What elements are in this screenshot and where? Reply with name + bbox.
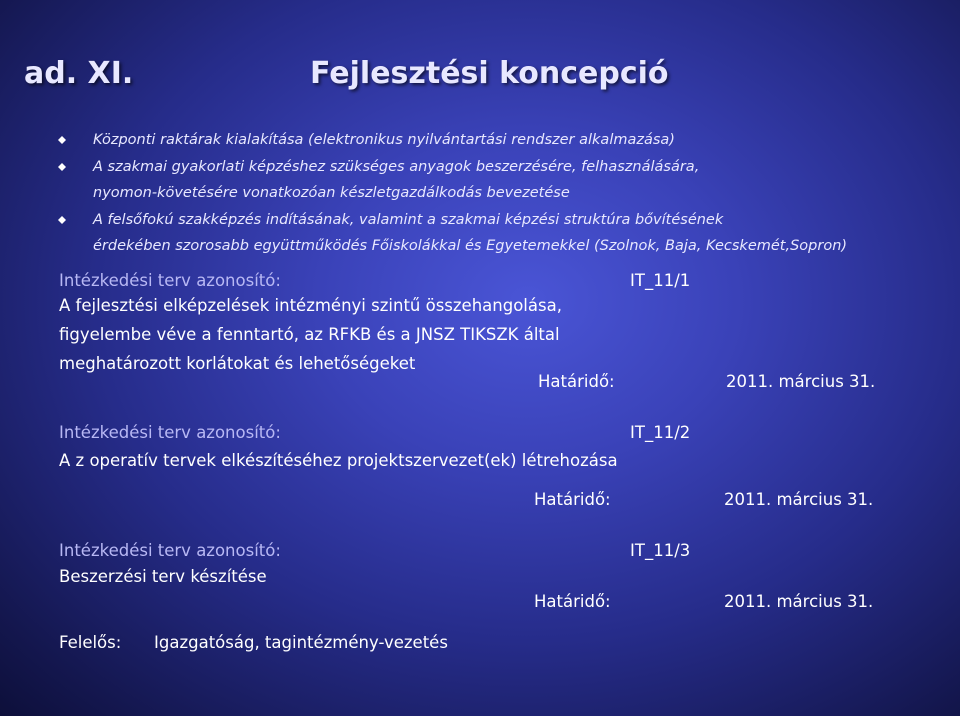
- deadline-label: Határidő:: [534, 490, 611, 509]
- bullet-item: [58, 127, 938, 154]
- action-label: Intézkedési terv azonosító:: [59, 423, 281, 442]
- diamond-bullet-icon: [58, 136, 66, 144]
- bullet-line: A szakmai gyakorlati képzéshez szükséges anyagok beszerzésére, felhasználására,: [93, 158, 700, 175]
- description-line: A z operatív tervek elkészítéséhez projektszervezet(ek) létrehozása: [59, 451, 618, 470]
- description-line: A fejlesztési elképzelések intézményi szintű összehangolása,: [59, 296, 562, 315]
- deadline-value: 2011. március 31.: [724, 592, 874, 611]
- description-line: Beszerzési terv készítése: [59, 567, 267, 586]
- title-main: Fejlesztési koncepció: [310, 56, 669, 91]
- description-line: figyelembe véve a fenntartó, az RFKB és a JNSZ TIKSZK által: [59, 325, 560, 344]
- action-id: IT_11/3: [630, 541, 691, 560]
- action-description: [59, 446, 618, 475]
- responsible-label: Felelős:: [59, 633, 122, 652]
- deadline-value: 2011. március 31.: [724, 490, 874, 509]
- bullet-line: A felsőfokú szakképzés indításának, valamint a szakmai képzési struktúra bővítésének: [93, 211, 724, 228]
- deadline-label: Határidő:: [534, 592, 611, 611]
- deadline-label: Határidő:: [538, 372, 615, 391]
- bullet-line: érdekében szorosabb együttműködés Főiskolákkal és Egyetemekkel (Szolnok, Baja, Kecskemét,Sopron): [93, 238, 848, 254]
- bullet-list: [58, 127, 938, 260]
- action-id: IT_11/2: [630, 423, 691, 442]
- bullet-line: Központi raktárak kialakítása (elektronikus nyilvántartási rendszer alkalmazása): [93, 132, 675, 148]
- deadline-value: 2011. március 31.: [726, 372, 876, 391]
- bullet-line: nyomon-követésére vonatkozóan készletgazdálkodás bevezetése: [93, 185, 570, 201]
- bullet-item: [58, 154, 938, 207]
- description-line: meghatározott korlátokat és lehetőségeket: [59, 354, 416, 373]
- diamond-bullet-icon: [58, 163, 66, 171]
- action-description: [59, 562, 267, 591]
- diamond-bullet-icon: [58, 216, 66, 224]
- bullet-item: [58, 207, 938, 260]
- action-label: Intézkedési terv azonosító:: [59, 271, 281, 290]
- title-prefix: ad. XI.: [24, 56, 134, 91]
- responsible-value: Igazgatóság, tagintézmény-vezetés: [154, 633, 448, 652]
- action-label: Intézkedési terv azonosító:: [59, 541, 281, 560]
- action-id: IT_11/1: [630, 271, 691, 290]
- action-description: [59, 291, 562, 378]
